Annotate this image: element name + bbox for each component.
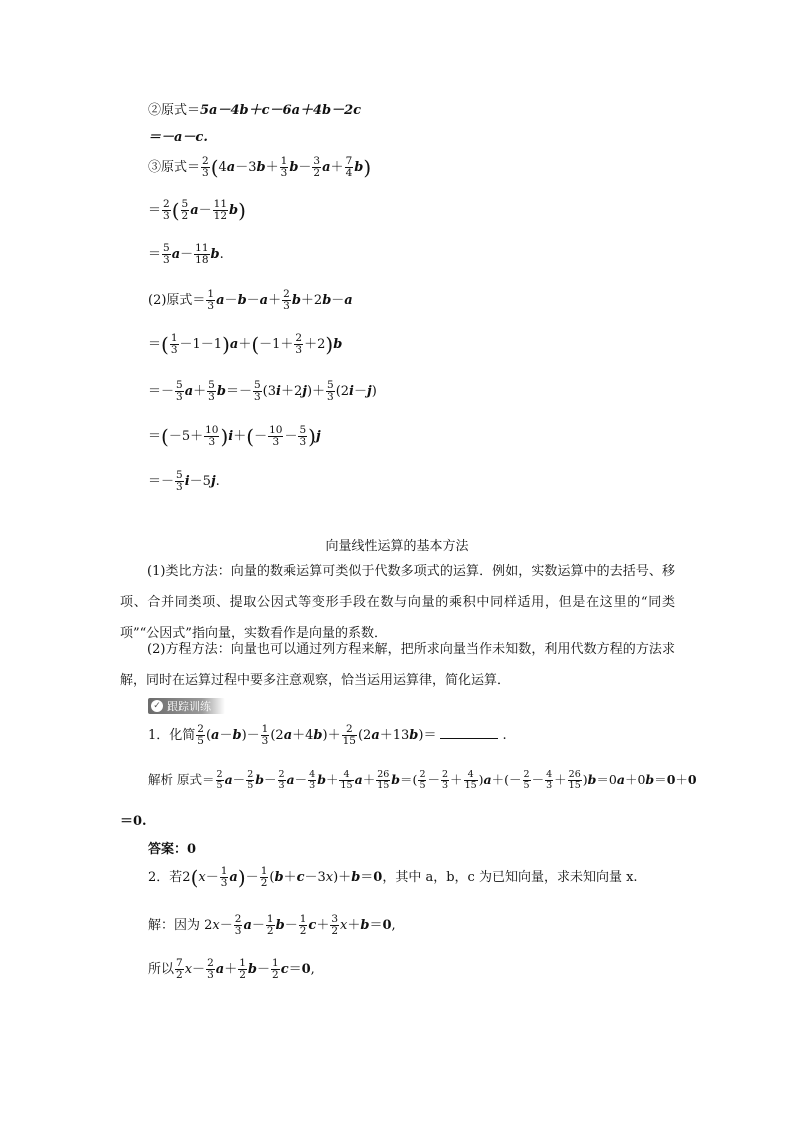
fraction: $\frac{2}{3}$ <box>202 155 209 180</box>
question-prefix: 1．化简 <box>148 728 196 744</box>
math-expression: 5a－4b＋c－6a＋4b－2c <box>200 103 362 118</box>
solution-prefix: 所以 <box>148 962 175 978</box>
analysis-label: 解析 <box>148 772 174 787</box>
question-2-solution-line-1: 解：因为 2x－ $\frac{2}{3}$ a－ $\frac{1}{2}$ b－ $\frac{1}{2}$ c＋ $\frac{3}{2}$ x＋b＝0, <box>148 913 396 938</box>
solution-part2-line-1: (2)原式＝ $\frac{1}{3}$ a－b－a＋ $\frac{2}{3}$ b＋2b－a <box>148 288 353 313</box>
question-1: 1．化简 $\frac{2}{5}$ (a－b)－ $\frac{1}{3}$ (2a＋4b)＋ $\frac{2}{15}$ (2a＋13b)＝ . <box>148 723 507 748</box>
method-paragraph-analogy: (1)类比方法：向量的数乘运算可类似于代数多项式的运算．例如，实数运算中的去括号、移项、合并同类项、提取公因式等变形手段在数与向量的乘积中同样适用，但是在这里的“同类项”“公因式”指向量，实数看作是向量的系数． <box>120 564 675 641</box>
answer-blank <box>440 726 498 739</box>
solution-prefix: 解：因为 <box>148 918 201 934</box>
line-prefix: ②原式＝ <box>148 103 201 118</box>
solution-part2-line-5: ＝－ $\frac{5}{3}$ i－5j. <box>148 469 220 494</box>
method-paragraph-equation: (2)方程方法：向量也可以通过列方程来解，把所求向量当作未知数，利用代数方程的方法求解，同时在运算过程中要多注意观察，恰当运用运算律，简化运算． <box>120 642 675 688</box>
question-1-analysis: 解析 原式＝ $\frac{2}{5}$ a－ $\frac{2}{5}$ b－ $\frac{2}{3}$ a－ $\frac{4}{3}$ b＋ $\frac{4}{15}$ a＋ $\frac{26}{15}$ b＝( $\frac{2}{5}$ － $\frac{2}{3}$ ＋ $\frac{4}{15}$ )a＋(－ $\frac{2}{5}$ － $\frac{4}{3}$ ＋ $\frac{26}{15}$ )b＝0a＋0b＝0＋0 <box>148 769 697 791</box>
solution-line-2-1 <box>148 99 361 118</box>
line-prefix: ＝－ <box>148 474 175 490</box>
question-2-solution-line-2: 所以 $\frac{7}{2}$ x－ $\frac{2}{3}$ a＋ $\frac{1}{2}$ b－ $\frac{1}{2}$ c＝0, <box>148 957 315 982</box>
solution-part2-line-4: ＝(－5＋ $\frac{10}{3}$ )i＋(－ $\frac{10}{3}$ － $\frac{5}{3}$ )j <box>148 424 321 449</box>
solution-line-3-2: ＝ $\frac{2}{3}$ ( $\frac{5}{2}$ a－ $\frac{11}{12}$ b) <box>148 198 246 223</box>
question-suffix: ，其中 a，b，c 为已知向量，求未知向量 x. <box>382 870 638 886</box>
solution-part2-line-3: ＝－ $\frac{5}{3}$ a＋ $\frac{5}{3}$ b＝－ $\frac{5}{3}$ (3i＋2j)＋ $\frac{5}{3}$ (2i－j) <box>148 379 377 404</box>
section-title: 向量线性运算的基本方法 <box>325 539 469 554</box>
line-prefix: ＝ <box>148 247 162 263</box>
line-prefix: ＝ <box>148 203 162 219</box>
check-icon: ✓ <box>151 700 163 712</box>
solution-line-3-1: ③原式＝ $\frac{2}{3}$ (4a－3b＋ $\frac{1}{3}$ b－ $\frac{3}{2}$ a＋ $\frac{7}{4}$ b) <box>148 155 372 180</box>
question-prefix: 2．若 <box>148 870 183 886</box>
question-1-answer: 答案：0 <box>148 842 197 857</box>
analysis-prefix: 原式＝ <box>177 772 215 787</box>
solution-line-3-3: ＝ $\frac{5}{3}$ a－ $\frac{11}{18}$ b. <box>148 242 224 267</box>
line-prefix: ＝ <box>148 337 162 353</box>
solution-part2-line-2: ＝( $\frac{1}{3}$ －1－1)a＋(－1＋ $\frac{2}{3}$ ＋2)b <box>148 332 343 357</box>
question-1-analysis-tail: ＝0. <box>120 814 147 829</box>
solution-line-2-2 <box>148 126 208 145</box>
line-prefix: ＝ <box>148 429 162 445</box>
practice-badge <box>148 698 225 714</box>
question-2: 2．若2(x－ $\frac{1}{3}$ a)－ $\frac{1}{2}$ (b＋c－3x)＋b＝0，其中 a，b，c 为已知向量，求未知向量 x. <box>148 865 638 890</box>
math-result: ＝－a－c. <box>148 130 208 145</box>
line-prefix: ③原式＝ <box>148 160 201 176</box>
practice-badge-label: 跟踪训练 <box>167 700 211 713</box>
line-prefix: (2)原式＝ <box>148 293 206 309</box>
line-prefix: ＝－ <box>148 384 175 400</box>
